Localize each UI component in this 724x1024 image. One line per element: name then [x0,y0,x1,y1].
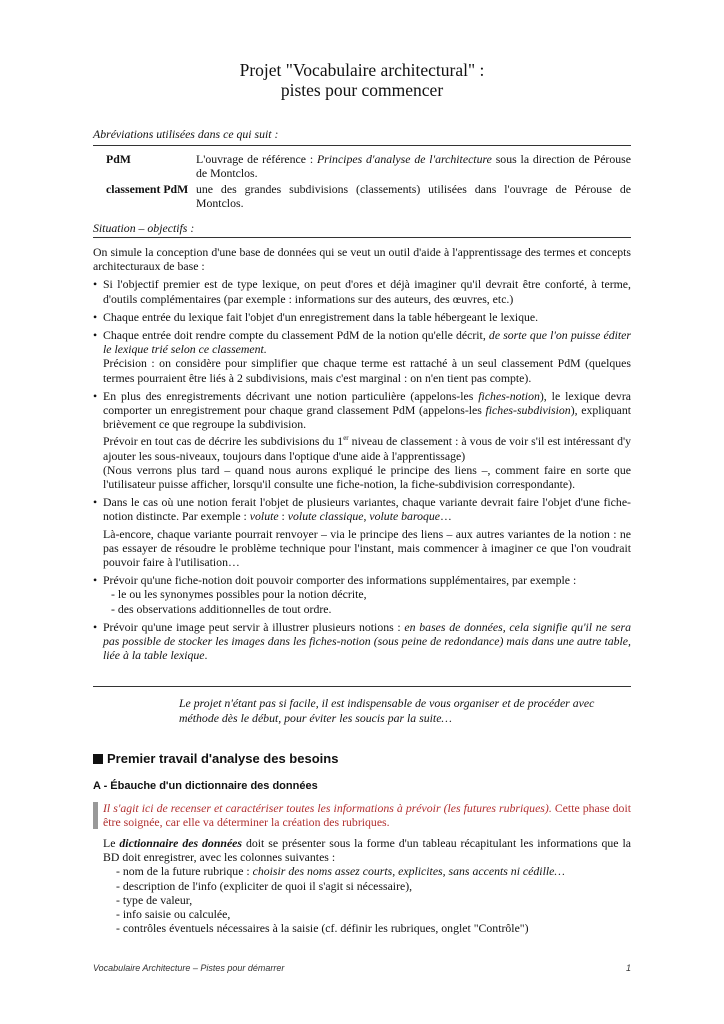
list-item: • Si l'objectif premier est de type lexique, on peut d'ores et déjà imaginer qu'il devrait être conforté, à terme, d'outils complémentaires (par exemple : informations sur des auteurs, des œuvres, etc.) [93,277,631,306]
situation-body [93,245,631,666]
abbreviation-definition: une des grandes subdivisions (classements) utilisées dans l'ouvrage de Pérouse de Montclos. [196,182,631,210]
situation-intro: On simule la conception d'une base de données qui se veut un outil d'aide à l'apprentissage des termes et concepts architecturaux de base : [93,245,631,274]
abbreviation-term: classement PdM [106,182,189,196]
list-item: - nom de la future rubrique : choisir des noms assez courts, explicites, sans accents ni cédille… [116,864,565,879]
list-item: • En plus des enregistrements décrivant une notion particulière (appelons-les fiches-notion), le lexique devra comporter un enregistrement pour chaque grand classement PdM (appelons-les fiches-subdivision), expliquant brièvement ce que regroupe la subdivision. Prévoir en tout cas de décrire les subdivisions du 1er niveau de classement : à vous de voir s'il est intéressant d'y ajouter les sous-niveaux, toujours dans l'optique d'une aide à l'apprentissage) (Nous verrons plus tard – quand nous aurons expliqué le principe des liens –, comment faire en sorte que l'utilisateur puisse afficher, lorsqu'il consulte une fiche-notion, la fiche-subdivision correspondante). [93,388,632,491]
footer-title: Vocabulaire Architecture – Pistes pour démarrer [93,963,285,973]
list-item: - contrôles éventuels nécessaires à la saisie (cf. définir les rubriques, onglet "Contrôle") [116,921,529,936]
list-item: - description de l'info (expliciter de quoi il s'agit si nécessaire), [116,878,413,893]
list-item: • Chaque entrée doit rendre compte du classement PdM de la notion qu'elle décrit, de sorte que l'on puisse éditer le lexique trié selon ce classement. Précision : on considère pour simplifier que chaque terme est rattaché à un seul classement PdM (quelques termes pourraient être liés à 2 subdivisions, mais c'est marginal : on n'en tient pas compte). [93,328,631,385]
abbreviations-heading: Abréviations utilisées dans ce qui suit : [93,127,279,141]
callout-bar [93,802,98,829]
square-bullet-icon [93,754,103,764]
page-footer [93,963,631,973]
list-item: • Dans le cas où une notion ferait l'objet de plusieurs variantes, chaque variante devrait faire l'objet d'une fiche-notion distincte. Par exemple : volute : volute classique, volute baroque… Là-encore, chaque variante pourrait renvoyer – via le principe des liens – aux autres variantes de la notion : ne pas essayer de résoudre le problème technique pour l'instant, mais commencer à imaginer ce que l'on voudrait pouvoir faire à l'utilisation… [93,495,631,569]
list-item: • Prévoir qu'une image peut servir à illustrer plusieurs notions : en bases de données, cela signifie qu'il ne sera pas possible de stocker les images dans les fiches-notion (sous peine de redondance) mais dans une autre table, liée à la table lexique. [93,619,631,663]
situation-heading: Situation – objectifs : [93,221,195,235]
abbreviation-definition: L'ouvrage de référence : Principes d'analyse de l'architecture sous la direction de Pérouse de Montclos. [196,152,631,180]
abbreviation-term: PdM [106,152,131,166]
list-item: - info saisie ou calculée, [116,907,231,922]
list-item: - type de valeur, [116,892,193,907]
title-line-2: pistes pour commencer [280,80,444,100]
divider [93,686,631,687]
subsection-heading: A - Ébauche d'un dictionnaire des données [93,780,318,792]
document-title [93,60,631,100]
divider [93,145,631,146]
dictionary-description: Le dictionnaire des données doit se présenter sous la forme d'un tableau récapitulant les informations que la BD doit enregistrer, avec les colonnes suivantes : - nom de la future rubrique : choisir des noms assez courts, explicites, sans accents ni cédille… - description de l'info (expliciter de quoi il s'agit si nécessaire), - type de valeur, - info saisie ou calculée, - contrôles éventuels nécessaires à la saisie (cf. définir les rubriques, onglet "Contrôle") [103,836,631,936]
list-item: • Chaque entrée du lexique fait l'objet d'un enregistrement dans la table hébergeant le lexique. [93,309,539,324]
page-number: 1 [625,963,631,973]
method-note: Le projet n'étant pas si facile, il est indispensable de vous organiser et de procéder avec méthode dès le début, pour éviter les soucis par la suite… [179,696,595,725]
title-line-1: Projet "Vocabulaire architectural" : [239,60,485,80]
divider [93,237,631,238]
list-item: • Prévoir qu'une fiche-notion doit pouvoir comporter des informations supplémentaires, par exemple : - le ou les synonymes possibles pour la notion décrite, - des observations additionnelles de tout ordre. [93,573,577,616]
section-heading: Premier travail d'analyse des besoins [93,751,338,766]
